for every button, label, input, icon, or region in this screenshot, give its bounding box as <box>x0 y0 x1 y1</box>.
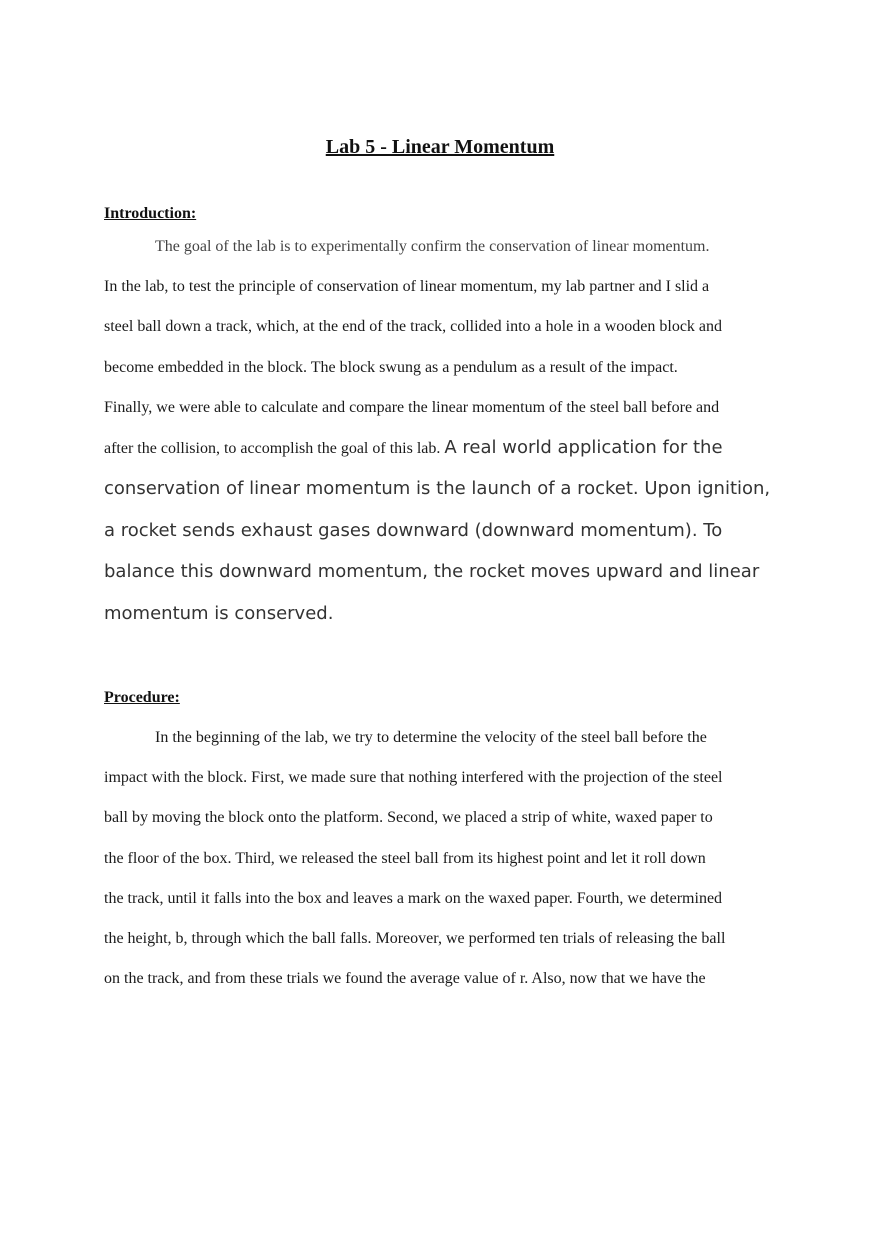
proc-line-3: ball by moving the block onto the platform. Second, we placed a strip of white, waxed paper to <box>104 809 713 827</box>
sans-line-4: momentum is conserved. <box>104 602 334 624</box>
document-title: Lab 5 - Linear Momentum <box>325 136 555 158</box>
intro-line-1: The goal of the lab is to experimentally confirm the conservation of linear momentum. <box>155 238 710 255</box>
proc-line-2: impact with the block. First, we made sure that nothing interfered with the projection of the steel <box>104 769 723 787</box>
proc-line-5: the track, until it falls into the box and leaves a mark on the waxed paper. Fourth, we determined <box>104 889 723 907</box>
proc-line-1: In the beginning of the lab, we try to determine the velocity of the steel ball before the <box>155 729 707 746</box>
intro-line-4: become embedded in the block. The block swung as a pendulum as a result of the impact. <box>104 358 678 376</box>
proc-line-4: the floor of the box. Third, we released the steel ball from its highest point and let it roll down <box>104 849 706 867</box>
sans-line-1: conservation of linear momentum is the launch of a rocket. Upon ignition, <box>104 478 771 499</box>
application-paragraph <box>104 468 804 634</box>
sans-line-3: balance this downward momentum, the rocket moves upward and linear <box>104 561 760 583</box>
sans-line-2: a rocket sends exhaust gases downward (downward momentum). To <box>104 519 723 541</box>
intro-line-6 <box>104 428 784 469</box>
proc-line-7: on the track, and from these trials we found the average value of r. Also, now that we have the <box>104 970 706 988</box>
intro-line-2: In the lab, to test the principle of conservation of linear momentum, my lab partner and I slid a <box>104 278 710 296</box>
intro-line-3: steel ball down a track, which, at the end of the track, collided into a hole in a wooden block and <box>104 318 723 336</box>
procedure-paragraph <box>104 718 784 999</box>
introduction-paragraph <box>104 227 784 469</box>
intro-line-6-sans: A real world application for the <box>444 437 723 459</box>
proc-line-6: the height, b, through which the ball falls. Moreover, we performed ten trials of releasing the ball <box>104 930 726 948</box>
introduction-heading: Introduction: <box>104 205 197 222</box>
procedure-heading: Procedure: <box>104 689 180 706</box>
intro-line-5: Finally, we were able to calculate and compare the linear momentum of the steel ball before and <box>104 398 720 416</box>
intro-line-6-serif: after the collision, to accomplish the goal of this lab. <box>104 440 445 458</box>
